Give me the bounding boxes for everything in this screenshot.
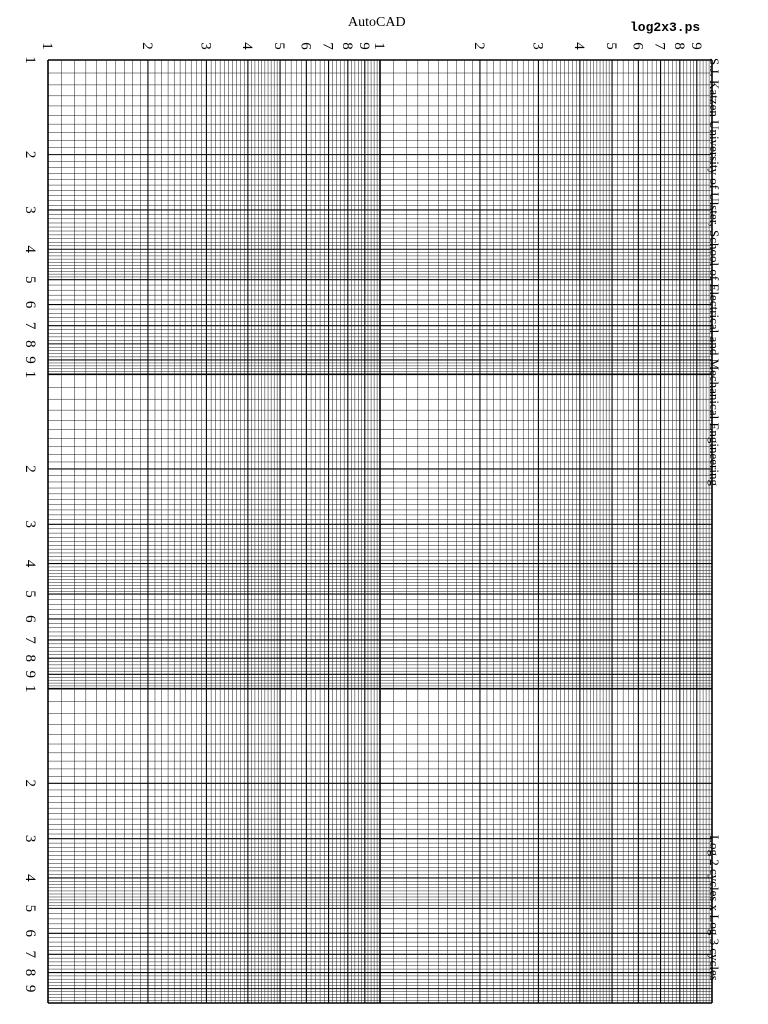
y-tick-label: 5 [22,275,38,284]
header-title: AutoCAD [348,15,406,30]
paper-title: Log 2 cycles x Log 3 cycles [707,835,722,981]
x-tick-label: 3 [529,42,546,50]
y-tick-label: 2 [22,779,38,788]
y-tick-label: 4 [22,874,38,882]
header-filename: log2x3.ps [630,20,701,35]
y-tick-label: 3 [22,520,38,529]
y-tick-label: 8 [22,340,38,348]
x-tick-label: 2 [138,42,155,50]
y-tick-label: 1 [22,56,38,64]
y-tick-label: 7 [22,950,38,959]
x-tick-label: 5 [271,42,288,50]
y-tick-label: 5 [22,904,38,913]
x-tick-label: 7 [651,42,668,50]
x-tick-label: 1 [371,42,387,50]
y-tick-label: 9 [22,670,38,679]
x-tick-label: 8 [338,42,355,50]
author-credit: S.J. Katzen University of Ulster, School of Electrical and Mechanical Engineering [707,58,722,486]
x-tick-label: 4 [238,42,255,50]
x-tick-label: 5 [603,42,620,50]
y-tick-label: 7 [22,636,38,644]
y-tick-label: 4 [22,559,38,568]
y-tick-label: 4 [22,245,38,253]
y-tick-label: 8 [22,968,38,977]
y-tick-label: 1 [22,370,38,379]
x-tick-label: 8 [670,42,687,50]
x-tick-label: 9 [355,42,372,50]
x-tick-label: 7 [319,42,336,50]
y-tick-label: 3 [22,206,38,214]
x-tick-label: 9 [687,42,704,50]
y-tick-label: 6 [22,300,38,309]
x-tick-label: 4 [570,42,587,50]
x-tick-label: 3 [197,42,214,50]
y-tick-label: 6 [22,929,38,938]
x-tick-label: 6 [297,42,314,50]
y-tick-label: 2 [22,150,38,159]
x-tick-label: 2 [470,42,487,50]
y-tick-label: 5 [22,590,38,598]
y-tick-label: 7 [22,321,38,330]
y-tick-label: 9 [22,356,38,364]
y-tick-label: 3 [22,834,38,843]
y-tick-label: 6 [22,615,38,623]
x-tick-label: 6 [629,42,646,50]
y-tick-label: 9 [22,984,38,993]
x-tick-label: 1 [39,42,55,50]
y-tick-label: 8 [22,654,38,662]
y-tick-label: 1 [22,684,38,693]
y-tick-label: 2 [22,465,38,473]
